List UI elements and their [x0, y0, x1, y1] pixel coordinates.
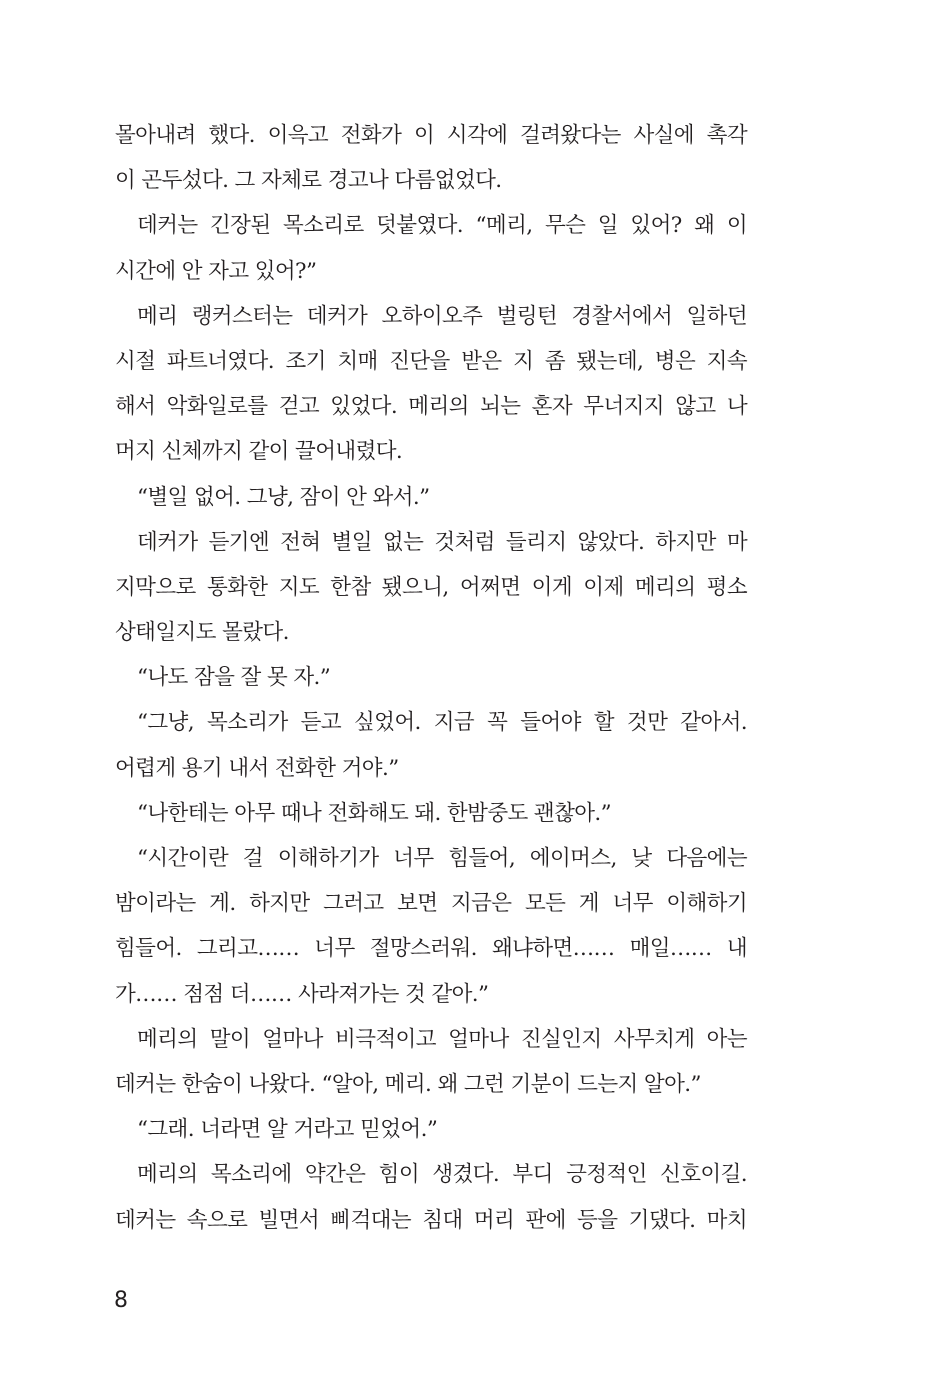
text-line: 해서 악화일로를 걷고 있었다. 메리의 뇌는 혼자 무너지지 않고 나: [115, 394, 747, 420]
text-line: 메리의 목소리에 약간은 힘이 생겼다. 부디 긍정적인 신호이길.: [137, 1162, 747, 1188]
text-line: 가…… 점점 더…… 사라져가는 것 같아.”: [115, 981, 489, 1007]
text-line: 시간에 안 자고 있어?”: [115, 258, 317, 284]
text-line: 힘들어. 그리고…… 너무 절망스러워. 왜냐하면…… 매일…… 내: [115, 936, 747, 962]
page-number: 8: [114, 1288, 128, 1313]
text-line: 메리의 말이 얼마나 비극적이고 얼마나 진실인지 사무치게 아는: [137, 1026, 747, 1052]
text-line: 머지 신체까지 같이 끌어내렸다.: [115, 439, 403, 465]
text-line: 몰아내려 했다. 이윽고 전화가 이 시각에 걸려왔다는 사실에 촉각: [115, 123, 747, 148]
text-line: 밤이라는 게. 하지만 그러고 보면 지금은 모든 게 너무 이해하기: [115, 891, 747, 917]
text-line: 데커는 긴장된 목소리로 덧붙였다. “메리, 무슨 일 있어? 왜 이: [137, 213, 747, 239]
text-line: “나한테는 아무 때나 전화해도 돼. 한밤중도 괜찮아.”: [137, 800, 612, 826]
text-line: “시간이란 걸 이해하기가 너무 힘들어, 에이머스, 낮 다음에는: [137, 846, 747, 871]
text-line: 이 곤두섰다. 그 자체로 경고나 다름없었다.: [115, 168, 502, 194]
text-line: 데커가 듣기엔 전혀 별일 없는 것처럼 들리지 않았다. 하지만 마: [137, 529, 747, 555]
text-line: “그래. 너라면 알 거라고 믿었어.”: [137, 1117, 438, 1143]
text-line: 시절 파트너였다. 조기 치매 진단을 받은 지 좀 됐는데, 병은 지속: [115, 348, 747, 374]
text-line: 데커는 한숨이 나왔다. “알아, 메리. 왜 그런 기분이 드는지 알아.”: [115, 1071, 701, 1097]
text-line: 지막으로 통화한 지도 한참 됐으니, 어쩌면 이게 이제 메리의 평소: [115, 574, 747, 600]
text-line: 메리 랭커스터는 데커가 오하이오주 벌링턴 경찰서에서 일하던: [137, 303, 747, 329]
text-line: “별일 없어. 그냥, 잠이 안 와서.”: [137, 484, 430, 510]
text-line: “그냥, 목소리가 듣고 싶었어. 지금 꼭 들어야 할 것만 같아서.: [137, 710, 747, 736]
text-line: “나도 잠을 잘 못 자.”: [137, 665, 331, 691]
text-line: 데커는 속으로 빌면서 삐걱대는 침대 머리 판에 등을 기댔다. 마치: [115, 1207, 747, 1233]
text-line: 어렵게 용기 내서 전화한 거야.”: [115, 755, 399, 781]
text-line: 상태일지도 몰랐다.: [115, 620, 289, 646]
page-body-text: [115, 113, 747, 1243]
